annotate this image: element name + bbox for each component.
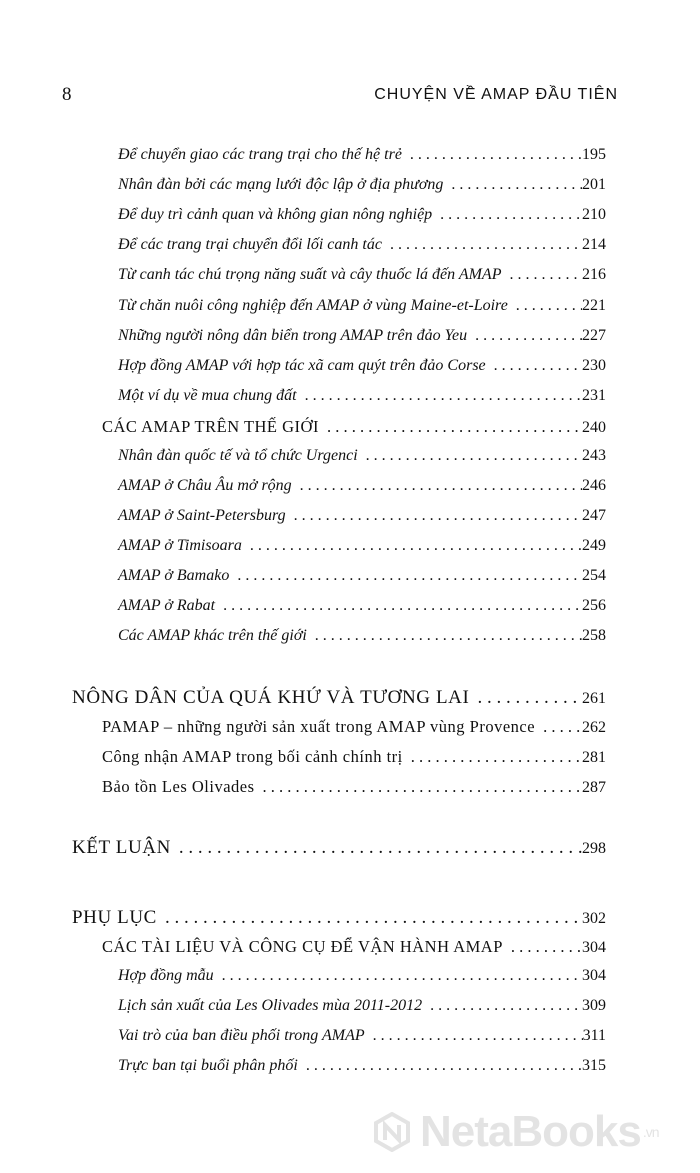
toc-entry-title: AMAP ở Saint-Petersburg (118, 507, 286, 524)
toc-entry (118, 627, 606, 645)
toc-entry-title: PHỤ LỤC (72, 907, 157, 928)
toc-entry-page: 262 (582, 719, 606, 736)
toc-entry-title: CÁC AMAP TRÊN THẾ GIỚI (102, 417, 319, 436)
toc-entry-page: 249 (582, 537, 606, 554)
toc-entry-title: Những người nông dân biển trong AMAP trên đảo Yeu (118, 327, 468, 344)
toc-leader-dots (307, 627, 582, 645)
toc-entry-page: 287 (582, 779, 606, 796)
toc-entry-title: KẾT LUẬN (72, 837, 171, 858)
watermark-brand: NetaBooks (420, 1107, 641, 1156)
toc-leader-dots (292, 477, 582, 495)
toc-entry (118, 1057, 606, 1075)
toc-entry-title: Các AMAP khác trên thế giới (118, 627, 307, 644)
toc-leader-dots (319, 417, 582, 437)
toc-entry-page: 304 (582, 939, 606, 956)
toc-entry (118, 537, 606, 555)
toc-entry (118, 206, 606, 224)
toc-leader-dots (365, 1027, 583, 1045)
toc-entry-title: AMAP ở Châu Âu mở rộng (118, 477, 292, 494)
toc-entry-page: 309 (582, 997, 606, 1014)
toc-entry-title: Hợp đồng AMAP với hợp tác xã cam quýt trên đảo Corse (118, 357, 486, 374)
toc-entry-title: Từ chăn nuôi công nghiệp đến AMAP ở vùng Maine-et-Loire (118, 297, 508, 314)
toc-leader-dots (382, 236, 582, 254)
toc-leader-dots (467, 327, 582, 345)
toc-entry (72, 687, 606, 709)
toc-leader-dots (501, 266, 582, 284)
toc-entry (102, 717, 606, 737)
toc-entry-title: CÁC TÀI LIỆU VÀ CÔNG CỤ ĐỂ VẬN HÀNH AMAP (102, 937, 503, 956)
toc-entry-page: 311 (582, 1027, 606, 1044)
toc-entry-page: 298 (582, 840, 606, 857)
toc-entry-page: 256 (582, 597, 606, 614)
toc-leader-dots (215, 597, 582, 615)
toc-entry-page: 304 (582, 967, 606, 984)
toc-entry-title: AMAP ở Rabat (118, 597, 216, 614)
toc-entry-title: Một ví dụ về mua chung đất (118, 387, 297, 404)
toc-entry-page: 254 (582, 567, 606, 584)
watermark (372, 1102, 700, 1162)
toc-entry-page: 281 (582, 749, 606, 766)
toc-leader-dots (297, 387, 582, 405)
toc-leader-dots (486, 357, 582, 375)
watermark-suffix: .vn (642, 1124, 659, 1140)
toc-entry (118, 477, 606, 495)
toc-entry-page: 216 (582, 266, 606, 283)
toc-entry-page: 315 (582, 1057, 606, 1074)
toc-entry-page: 258 (582, 627, 606, 644)
toc-entry-page: 230 (582, 357, 606, 374)
toc-entry-title: Vai trò của ban điều phối trong AMAP (118, 1027, 365, 1044)
toc-leader-dots (443, 176, 582, 194)
toc-entry-title: Để các trang trại chuyển đổi lối canh tác (118, 236, 382, 253)
toc-entry-page: 247 (582, 507, 606, 524)
toc-entry-page: 195 (582, 146, 606, 163)
toc-entry (118, 1027, 606, 1045)
toc-leader-dots (157, 907, 582, 929)
toc-leader-dots (171, 837, 582, 859)
toc-entry-title: Bảo tồn Les Olivades (102, 777, 255, 796)
toc-entry-title: Để chuyển giao các trang trại cho thế hệ trẻ (118, 146, 402, 163)
toc-entry-title: Nhân đàn bởi các mạng lưới độc lập ở địa phương (118, 176, 444, 193)
toc-entry-title: Để duy trì cảnh quan và không gian nông nghiệp (118, 206, 433, 223)
toc-entry (102, 937, 606, 957)
toc-leader-dots (358, 447, 582, 465)
toc-entry-page: 210 (582, 206, 606, 223)
toc-leader-dots (242, 537, 582, 555)
toc-entry (72, 907, 606, 929)
page-number: 8 (62, 84, 72, 105)
toc-entry (118, 297, 606, 315)
toc-leader-dots (503, 937, 582, 957)
toc-entry-page: 231 (582, 387, 606, 404)
netabooks-logo-icon (372, 1112, 412, 1152)
toc-entry (118, 236, 606, 254)
toc-entry-page: 261 (582, 690, 606, 707)
toc-leader-dots (535, 717, 582, 737)
toc-entry (118, 266, 606, 284)
toc-entry-title: NÔNG DÂN CỦA QUÁ KHỨ VÀ TƯƠNG LAI (72, 687, 470, 708)
toc-entry-title: Công nhận AMAP trong bối cảnh chính trị (102, 747, 403, 766)
toc-entry-title: Hợp đồng mẫu (118, 967, 214, 984)
toc-entry-page: 246 (582, 477, 606, 494)
toc-leader-dots (432, 206, 582, 224)
toc-entry-page: 201 (582, 176, 606, 193)
toc-entry-title: Trực ban tại buổi phân phối (118, 1057, 298, 1074)
toc-leader-dots (286, 507, 582, 525)
toc-leader-dots (298, 1057, 582, 1075)
toc-entry (72, 837, 606, 859)
running-title: CHUYỆN VỀ AMAP ĐẦU TIÊN (374, 86, 618, 103)
toc-leader-dots (469, 687, 582, 709)
toc-entry (118, 357, 606, 375)
toc-entry-page: 221 (582, 297, 606, 314)
toc-entry-title: AMAP ở Bamako (118, 567, 230, 584)
toc-leader-dots (422, 997, 582, 1015)
page-header (62, 84, 618, 108)
toc-entry (102, 777, 606, 797)
toc-entry-page: 214 (582, 236, 606, 253)
toc-entry (118, 447, 606, 465)
toc-entry (118, 176, 606, 194)
toc-entry-title: AMAP ở Timisoara (118, 537, 242, 554)
toc-leader-dots (214, 967, 582, 985)
toc-entry (118, 967, 606, 985)
toc-entry-page: 243 (582, 447, 606, 464)
toc-entry (118, 327, 606, 345)
toc-leader-dots (508, 297, 582, 315)
toc-entry (102, 747, 606, 767)
toc-entry (118, 567, 606, 585)
toc-entry-page: 302 (582, 910, 606, 927)
toc-entry-title: Nhân đàn quốc tế và tổ chức Urgenci (118, 447, 358, 464)
toc-entry (118, 146, 606, 164)
toc-entry-title: PAMAP – những người sản xuất trong AMAP vùng Provence (102, 717, 536, 736)
toc-entry-page: 227 (582, 327, 606, 344)
toc-entry-title: Lịch sản xuất của Les Olivades mùa 2011-2012 (118, 997, 423, 1014)
toc-entry (102, 417, 606, 437)
toc-entry (118, 507, 606, 525)
toc-leader-dots (403, 747, 582, 767)
toc-leader-dots (229, 567, 582, 585)
toc-entry-page: 240 (582, 419, 606, 436)
toc-entry (118, 597, 606, 615)
toc-leader-dots (402, 146, 582, 164)
toc-entry-title: Từ canh tác chú trọng năng suất và cây thuốc lá đến AMAP (118, 266, 502, 283)
toc-leader-dots (255, 777, 582, 797)
toc-entry (118, 387, 606, 405)
toc-entry (118, 997, 606, 1015)
